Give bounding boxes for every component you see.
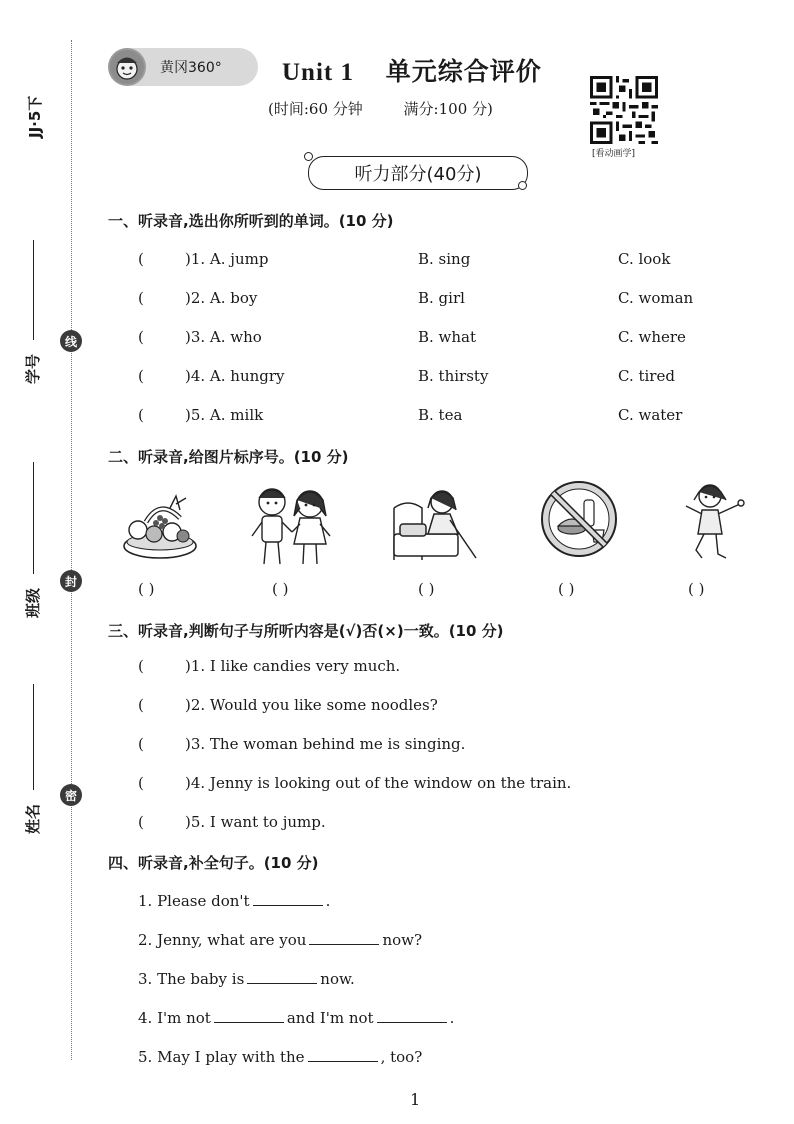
answer-paren[interactable]: (	[138, 367, 144, 385]
answer-blank[interactable]	[377, 1010, 447, 1023]
answer-blank[interactable]	[247, 971, 317, 984]
seal-line: 线	[60, 330, 82, 352]
option-a: )1. A. jump	[185, 250, 269, 268]
exam-info	[268, 98, 493, 119]
sentence-start: 2. Jenny, what are you	[138, 931, 307, 949]
option-b: B. tea	[418, 406, 463, 424]
mascot-icon	[108, 48, 146, 86]
picture-5-paren[interactable]: ( )	[688, 580, 705, 598]
answer-paren[interactable]: (	[138, 250, 144, 268]
sentence-start: 5. May I play with the	[138, 1048, 305, 1066]
part4-item-1	[138, 892, 330, 910]
part1-heading: 一、听录音,选出你所听到的单词。(10 分)	[108, 212, 394, 230]
girl-on-bed-icon	[388, 478, 484, 568]
answer-blank[interactable]	[214, 1010, 284, 1023]
option-c: C. tired	[618, 367, 675, 385]
listening-banner	[308, 156, 528, 190]
sentence-end: now.	[320, 970, 355, 988]
listening-banner-text: 听力部分(40分)	[354, 164, 482, 185]
sentence-start: 1. Please don't	[138, 892, 250, 910]
picture-1-paren[interactable]: ( )	[138, 580, 155, 598]
series-label: JJ·5下	[26, 95, 44, 138]
option-a: )3. A. who	[185, 328, 262, 346]
part4-item-3	[138, 970, 355, 988]
sentence-end: , too?	[380, 1048, 423, 1066]
part4-item-2	[138, 931, 422, 949]
option-b: B. girl	[418, 289, 465, 307]
sentence-end: now?	[382, 931, 423, 949]
student-no-label: 学号	[24, 353, 42, 384]
answer-paren[interactable]: (	[138, 289, 144, 307]
option-c: C. woman	[618, 289, 694, 307]
qr-code-icon[interactable]	[590, 76, 658, 144]
answer-blank[interactable]	[308, 1049, 378, 1062]
option-c: C. where	[618, 328, 686, 346]
class-label: 班级	[24, 587, 42, 618]
answer-paren[interactable]: (	[138, 657, 144, 675]
statement-text: )3. The woman behind me is singing.	[185, 735, 466, 753]
sentence-start: 3. The baby is	[138, 970, 245, 988]
option-b: B. sing	[418, 250, 471, 268]
class-line	[33, 462, 34, 574]
qr-caption: [看动画学]	[592, 149, 636, 159]
part4-item-5	[138, 1048, 422, 1066]
seal-seal: 封	[60, 570, 82, 592]
seal-secret: 密	[60, 784, 82, 806]
jumping-girl-icon	[680, 478, 746, 570]
title-unit: Unit 1	[282, 59, 354, 86]
full-score: 满分:100 分)	[403, 100, 493, 118]
picture-2-paren[interactable]: ( )	[272, 580, 289, 598]
answer-paren[interactable]: (	[138, 696, 144, 714]
picture-3-paren[interactable]: ( )	[418, 580, 435, 598]
option-c: C. water	[618, 406, 683, 424]
fruit-bowl-icon	[120, 478, 200, 568]
part4-item-4	[138, 1009, 454, 1027]
sentence-middle: and I'm not	[286, 1009, 374, 1027]
name-label: 姓名	[24, 803, 42, 834]
option-a: )4. A. hungry	[185, 367, 285, 385]
page-title	[282, 52, 542, 88]
brand-name: 黄冈360°	[160, 60, 222, 76]
picture-4-paren[interactable]: ( )	[558, 580, 575, 598]
option-b: B. thirsty	[418, 367, 489, 385]
title-cn: 单元综合评价	[385, 57, 542, 86]
answer-blank[interactable]	[309, 932, 379, 945]
answer-paren[interactable]: (	[138, 735, 144, 753]
statement-text: )5. I want to jump.	[185, 813, 326, 831]
option-b: B. what	[418, 328, 477, 346]
student-no-line	[33, 240, 34, 340]
sentence-end: .	[325, 892, 331, 910]
answer-blank[interactable]	[253, 893, 323, 906]
sentence-end: .	[449, 1009, 455, 1027]
answer-paren[interactable]: (	[138, 406, 144, 424]
option-a: )2. A. boy	[185, 289, 258, 307]
page-number: 1	[410, 1090, 421, 1109]
no-fast-food-icon	[538, 478, 620, 560]
statement-text: )4. Jenny is looking out of the window on the train.	[185, 774, 572, 792]
part4-heading: 四、听录音,补全句子。(10 分)	[108, 854, 319, 872]
banner-dot-left	[304, 152, 313, 161]
sentence-start: 4. I'm not	[138, 1009, 211, 1027]
time-limit: (时间:60 分钟	[268, 100, 363, 118]
banner-dot-right	[518, 181, 527, 190]
statement-text: )1. I like candies very much.	[185, 657, 401, 675]
option-c: C. look	[618, 250, 671, 268]
part2-heading: 二、听录音,给图片标序号。(10 分)	[108, 448, 349, 466]
answer-paren[interactable]: (	[138, 774, 144, 792]
binding-dotted-line	[71, 40, 72, 1060]
two-children-icon	[246, 478, 336, 573]
brand-badge	[108, 48, 258, 86]
name-line	[33, 684, 34, 790]
statement-text: )2. Would you like some noodles?	[185, 696, 438, 714]
part3-heading: 三、听录音,判断句子与所听内容是(√)否(×)一致。(10 分)	[108, 622, 504, 640]
option-a: )5. A. milk	[185, 406, 264, 424]
answer-paren[interactable]: (	[138, 328, 144, 346]
answer-paren[interactable]: (	[138, 813, 144, 831]
